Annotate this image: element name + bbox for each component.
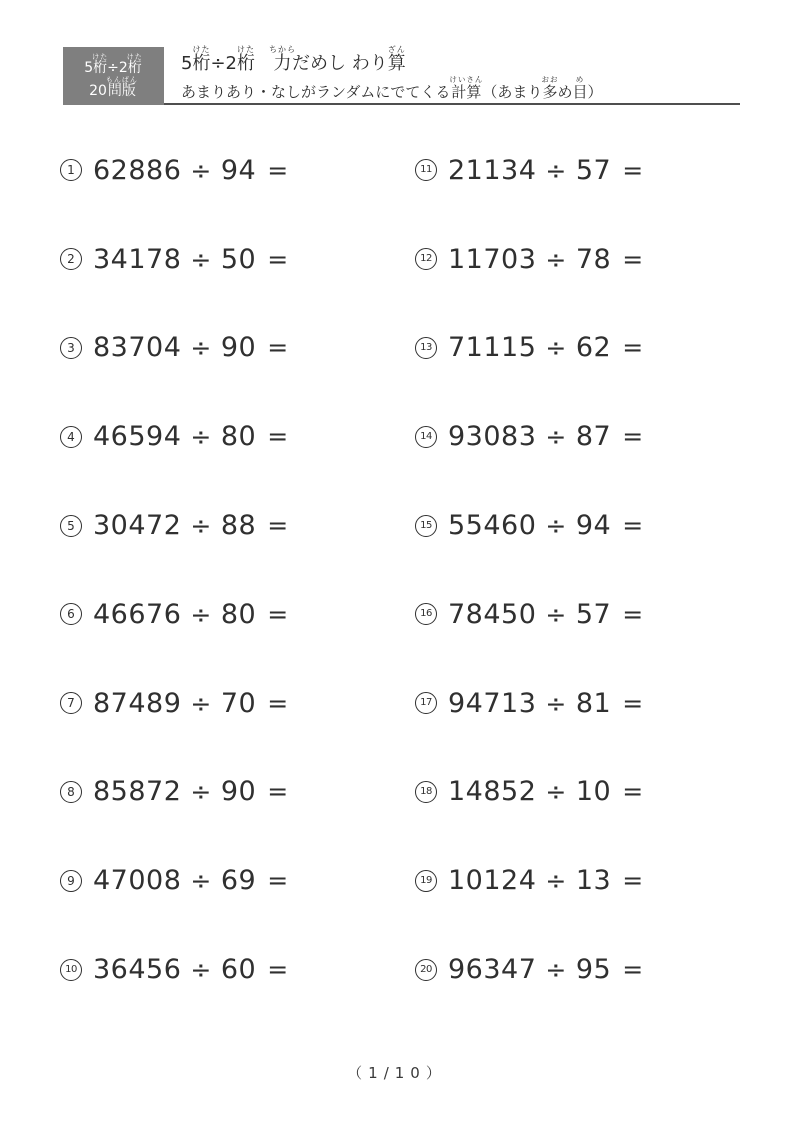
equals-sign: = <box>622 244 644 274</box>
divisor: 13 <box>575 865 612 897</box>
divide-sign: ÷ <box>545 955 567 985</box>
equals-sign: = <box>622 333 644 363</box>
problem-item <box>60 570 415 659</box>
equals-sign: = <box>267 422 289 452</box>
divide-sign: ÷ <box>190 511 212 541</box>
dividend: 46594 <box>93 421 182 453</box>
divisor: 70 <box>220 687 257 719</box>
divisor: 62 <box>575 332 612 364</box>
divide-sign: ÷ <box>190 777 212 807</box>
divide-sign: ÷ <box>190 955 212 985</box>
problem-item <box>60 748 415 837</box>
divisor: 87 <box>575 421 612 453</box>
problem-number-badge: 14 <box>415 426 437 448</box>
divisor: 57 <box>575 598 612 630</box>
equals-sign: = <box>267 333 289 363</box>
problem-expression <box>448 954 644 985</box>
divisor: 80 <box>220 598 257 630</box>
problem-item <box>60 215 415 304</box>
divisor: 10 <box>575 776 612 808</box>
badge-line1: 5桁けた÷2桁けた <box>84 53 143 77</box>
problem-expression <box>93 688 289 719</box>
problem-item <box>60 659 415 748</box>
dividend: 30472 <box>93 510 182 542</box>
problem-item <box>415 392 744 481</box>
problem-item <box>60 392 415 481</box>
problem-expression <box>93 954 289 985</box>
equals-sign: = <box>267 955 289 985</box>
divide-sign: ÷ <box>190 155 212 185</box>
problem-number-badge: 4 <box>60 426 82 448</box>
divide-sign: ÷ <box>545 511 567 541</box>
divisor: 94 <box>575 510 612 542</box>
divisor: 80 <box>220 421 257 453</box>
dividend: 83704 <box>93 332 182 364</box>
problem-item <box>60 126 415 215</box>
problem-expression <box>448 332 644 363</box>
problem-item <box>415 126 744 215</box>
problem-item <box>60 481 415 570</box>
page-subtitle: あまりあり・なしがランダムにでてくる計算けいさん（あまり多おおめ目め） <box>181 75 603 101</box>
problem-expression <box>448 244 644 275</box>
equals-sign: = <box>267 155 289 185</box>
divisor: 69 <box>220 865 257 897</box>
problem-expression <box>93 421 289 452</box>
problem-item <box>415 748 744 837</box>
equals-sign: = <box>267 511 289 541</box>
dividend: 78450 <box>448 598 537 630</box>
dividend: 87489 <box>93 687 182 719</box>
problem-number-badge: 17 <box>415 692 437 714</box>
divisor: 88 <box>220 510 257 542</box>
divisor: 57 <box>575 154 612 186</box>
badge-line2: 20問版もんばん <box>89 76 138 99</box>
equals-sign: = <box>622 422 644 452</box>
equals-sign: = <box>622 511 644 541</box>
equals-sign: = <box>622 777 644 807</box>
divide-sign: ÷ <box>545 777 567 807</box>
dividend: 14852 <box>448 776 537 808</box>
problem-number-badge: 1 <box>60 159 82 181</box>
problem-expression <box>448 865 644 896</box>
divisor: 90 <box>220 776 257 808</box>
problem-item <box>60 836 415 925</box>
problem-expression <box>448 421 644 452</box>
equals-sign: = <box>267 599 289 629</box>
problem-number-badge: 10 <box>60 959 82 981</box>
problem-number-badge: 20 <box>415 959 437 981</box>
dividend: 96347 <box>448 954 537 986</box>
divide-sign: ÷ <box>545 333 567 363</box>
problem-number-badge: 2 <box>60 248 82 270</box>
problem-item <box>415 304 744 393</box>
problem-number-badge: 9 <box>60 870 82 892</box>
problem-number-badge: 19 <box>415 870 437 892</box>
problem-expression <box>448 510 644 541</box>
header-divider <box>164 103 740 105</box>
divide-sign: ÷ <box>545 422 567 452</box>
divide-sign: ÷ <box>190 688 212 718</box>
divide-sign: ÷ <box>190 866 212 896</box>
problem-expression <box>93 599 289 630</box>
problem-number-badge: 16 <box>415 603 437 625</box>
dividend: 36456 <box>93 954 182 986</box>
divisor: 94 <box>220 154 257 186</box>
problem-number-badge: 7 <box>60 692 82 714</box>
problem-item <box>415 659 744 748</box>
divide-sign: ÷ <box>545 599 567 629</box>
problem-number-badge: 15 <box>415 515 437 537</box>
problems-grid <box>60 126 744 1014</box>
problem-number-badge: 5 <box>60 515 82 537</box>
problem-item <box>415 215 744 304</box>
problem-number-badge: 13 <box>415 337 437 359</box>
problem-expression <box>448 776 644 807</box>
divide-sign: ÷ <box>545 244 567 274</box>
problem-number-badge: 8 <box>60 781 82 803</box>
dividend: 11703 <box>448 243 537 275</box>
equals-sign: = <box>622 866 644 896</box>
dividend: 71115 <box>448 332 537 364</box>
problem-expression <box>448 599 644 630</box>
divide-sign: ÷ <box>190 599 212 629</box>
equals-sign: = <box>622 955 644 985</box>
problem-item <box>415 570 744 659</box>
dividend: 21134 <box>448 154 537 186</box>
equals-sign: = <box>267 688 289 718</box>
problem-item <box>415 836 744 925</box>
dividend: 85872 <box>93 776 182 808</box>
page-number: （1/10） <box>347 1064 447 1082</box>
divide-sign: ÷ <box>545 155 567 185</box>
problem-expression <box>93 332 289 363</box>
problem-expression <box>448 688 644 719</box>
problem-item <box>415 481 744 570</box>
equals-sign: = <box>622 599 644 629</box>
equals-sign: = <box>622 155 644 185</box>
page-title: 5桁けた÷2桁けた 力ちからだめし わり算ざん <box>181 45 406 74</box>
divide-sign: ÷ <box>190 422 212 452</box>
divisor: 90 <box>220 332 257 364</box>
problem-number-badge: 6 <box>60 603 82 625</box>
problem-expression <box>93 155 289 186</box>
dividend: 47008 <box>93 865 182 897</box>
problem-expression <box>93 244 289 275</box>
dividend: 93083 <box>448 421 537 453</box>
problem-expression <box>93 865 289 896</box>
problem-number-badge: 11 <box>415 159 437 181</box>
dividend: 34178 <box>93 243 182 275</box>
divide-sign: ÷ <box>190 244 212 274</box>
problem-expression <box>93 776 289 807</box>
divisor: 95 <box>575 954 612 986</box>
worksheet-type-badge <box>63 47 164 105</box>
problem-item <box>415 925 744 1014</box>
problem-item <box>60 304 415 393</box>
divide-sign: ÷ <box>190 333 212 363</box>
dividend: 62886 <box>93 154 182 186</box>
equals-sign: = <box>267 244 289 274</box>
equals-sign: = <box>267 777 289 807</box>
divisor: 81 <box>575 687 612 719</box>
divisor: 78 <box>575 243 612 275</box>
problem-expression <box>448 155 644 186</box>
divide-sign: ÷ <box>545 866 567 896</box>
problem-expression <box>93 510 289 541</box>
problem-number-badge: 18 <box>415 781 437 803</box>
dividend: 94713 <box>448 687 537 719</box>
divisor: 60 <box>220 954 257 986</box>
divide-sign: ÷ <box>545 688 567 718</box>
equals-sign: = <box>267 866 289 896</box>
divisor: 50 <box>220 243 257 275</box>
equals-sign: = <box>622 688 644 718</box>
problem-number-badge: 3 <box>60 337 82 359</box>
dividend: 10124 <box>448 865 537 897</box>
dividend: 55460 <box>448 510 537 542</box>
problem-item <box>60 925 415 1014</box>
dividend: 46676 <box>93 598 182 630</box>
problem-number-badge: 12 <box>415 248 437 270</box>
